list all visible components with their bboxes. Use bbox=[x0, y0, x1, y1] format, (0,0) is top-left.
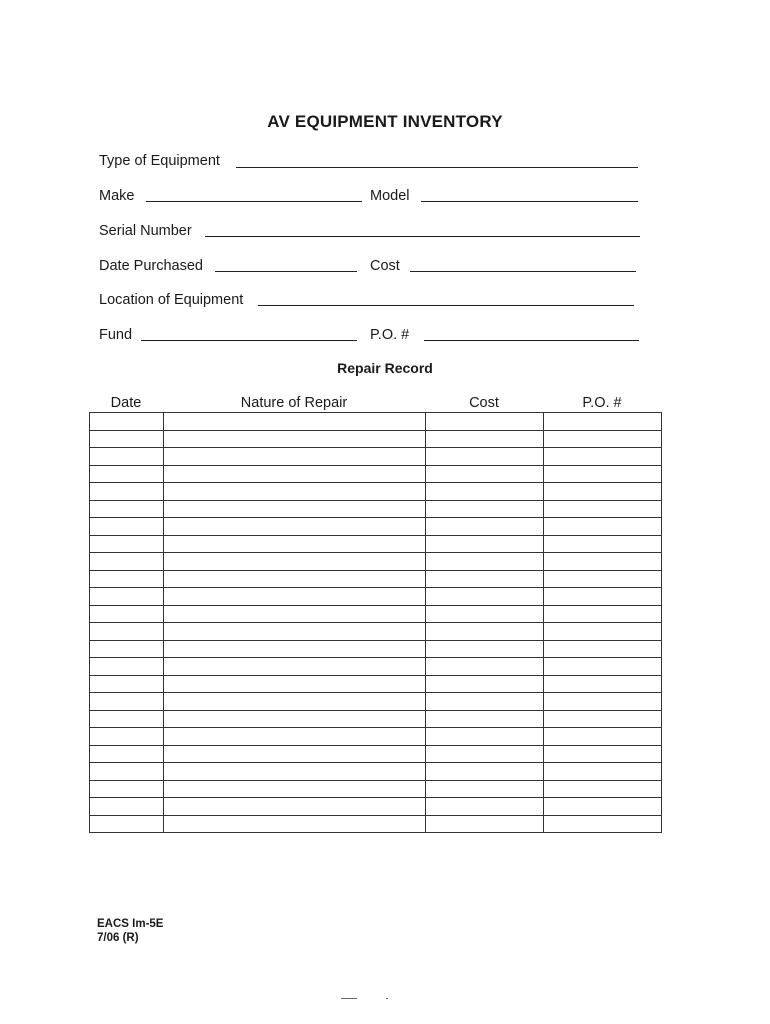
cost-cell[interactable] bbox=[426, 465, 544, 483]
table-row bbox=[90, 535, 662, 553]
date-cell[interactable] bbox=[90, 815, 164, 833]
fund-field[interactable] bbox=[141, 340, 357, 341]
make-label: Make bbox=[99, 188, 135, 204]
column-header-nature-of-repair: Nature of Repair bbox=[240, 395, 348, 411]
date-purchased-field[interactable] bbox=[215, 271, 357, 272]
cost-cell[interactable] bbox=[426, 728, 544, 746]
nature-of-repair-cell[interactable] bbox=[164, 413, 426, 431]
date-cell[interactable] bbox=[90, 518, 164, 536]
repair-record-title-text: Repair Record bbox=[337, 360, 433, 376]
table-row bbox=[90, 675, 662, 693]
nature-of-repair-cell[interactable] bbox=[164, 430, 426, 448]
fund-label: Fund bbox=[99, 327, 133, 343]
table-row bbox=[90, 693, 662, 711]
nature-of-repair-cell[interactable] bbox=[164, 518, 426, 536]
date-cell[interactable] bbox=[90, 658, 164, 676]
cost-cell[interactable] bbox=[426, 693, 544, 711]
po-cell[interactable] bbox=[544, 535, 662, 553]
model-label: Model bbox=[370, 188, 410, 204]
cost-cell[interactable] bbox=[426, 798, 544, 816]
column-header-cost: Cost bbox=[469, 395, 499, 411]
po-cell[interactable] bbox=[544, 815, 662, 833]
make-field[interactable] bbox=[146, 201, 362, 202]
nature-of-repair-cell[interactable] bbox=[164, 465, 426, 483]
cost-cell[interactable] bbox=[426, 588, 544, 606]
table-row bbox=[90, 710, 662, 728]
cost-cell[interactable] bbox=[426, 780, 544, 798]
nature-of-repair-cell[interactable] bbox=[164, 553, 426, 571]
date-cell[interactable] bbox=[90, 570, 164, 588]
cost-cell[interactable] bbox=[426, 640, 544, 658]
po-cell[interactable] bbox=[544, 413, 662, 431]
po-cell[interactable] bbox=[544, 658, 662, 676]
type-of-equipment-field[interactable] bbox=[236, 167, 638, 168]
po-cell[interactable] bbox=[544, 483, 662, 501]
location-label: Location of Equipment bbox=[99, 292, 244, 308]
date-cell[interactable] bbox=[90, 553, 164, 571]
date-cell[interactable] bbox=[90, 798, 164, 816]
nature-of-repair-cell[interactable] bbox=[164, 658, 426, 676]
date-cell[interactable] bbox=[90, 483, 164, 501]
table-row bbox=[90, 605, 662, 623]
cost-cell[interactable] bbox=[426, 413, 544, 431]
date-cell[interactable] bbox=[90, 745, 164, 763]
nature-of-repair-cell[interactable] bbox=[164, 448, 426, 466]
po-cell[interactable] bbox=[544, 745, 662, 763]
repair-record-title bbox=[0, 360, 770, 376]
date-cell[interactable] bbox=[90, 465, 164, 483]
date-cell[interactable] bbox=[90, 710, 164, 728]
nature-of-repair-cell[interactable] bbox=[164, 483, 426, 501]
type-of-equipment-label: Type of Equipment bbox=[99, 153, 220, 169]
table-row bbox=[90, 780, 662, 798]
po-cell[interactable] bbox=[544, 763, 662, 781]
table-row bbox=[90, 640, 662, 658]
table-row bbox=[90, 763, 662, 781]
po-cell[interactable] bbox=[544, 430, 662, 448]
po-cell[interactable] bbox=[544, 675, 662, 693]
cost-cell[interactable] bbox=[426, 500, 544, 518]
date-cell[interactable] bbox=[90, 623, 164, 641]
po-cell[interactable] bbox=[544, 623, 662, 641]
table-row bbox=[90, 745, 662, 763]
nature-of-repair-cell[interactable] bbox=[164, 710, 426, 728]
cost-cell[interactable] bbox=[426, 658, 544, 676]
po-cell[interactable] bbox=[544, 605, 662, 623]
po-label: P.O. # bbox=[370, 327, 410, 343]
po-cell[interactable] bbox=[544, 570, 662, 588]
date-purchased-label: Date Purchased bbox=[99, 258, 203, 274]
date-cell[interactable] bbox=[90, 605, 164, 623]
po-cell[interactable] bbox=[544, 588, 662, 606]
date-cell[interactable] bbox=[90, 693, 164, 711]
model-field[interactable] bbox=[421, 201, 638, 202]
table-row bbox=[90, 483, 662, 501]
repair-record-table bbox=[89, 412, 662, 833]
nature-of-repair-cell[interactable] bbox=[164, 693, 426, 711]
po-cell[interactable] bbox=[544, 553, 662, 571]
table-row bbox=[90, 430, 662, 448]
column-header-date: Date bbox=[110, 395, 142, 411]
date-cell[interactable] bbox=[90, 675, 164, 693]
po-cell[interactable] bbox=[544, 518, 662, 536]
table-row bbox=[90, 518, 662, 536]
nature-of-repair-cell[interactable] bbox=[164, 745, 426, 763]
cost-cell[interactable] bbox=[426, 518, 544, 536]
nature-of-repair-cell[interactable] bbox=[164, 780, 426, 798]
nature-of-repair-cell[interactable] bbox=[164, 815, 426, 833]
date-cell[interactable] bbox=[90, 448, 164, 466]
po-cell[interactable] bbox=[544, 448, 662, 466]
po-field[interactable] bbox=[424, 340, 639, 341]
scan-mark bbox=[386, 998, 388, 999]
date-cell[interactable] bbox=[90, 430, 164, 448]
table-row bbox=[90, 500, 662, 518]
nature-of-repair-cell[interactable] bbox=[164, 675, 426, 693]
po-cell[interactable] bbox=[544, 465, 662, 483]
form-revision: 7/06 (R) bbox=[97, 932, 139, 944]
cost-cell[interactable] bbox=[426, 448, 544, 466]
cost-cell[interactable] bbox=[426, 553, 544, 571]
table-row bbox=[90, 553, 662, 571]
po-cell[interactable] bbox=[544, 728, 662, 746]
po-cell[interactable] bbox=[544, 640, 662, 658]
cost-cell[interactable] bbox=[426, 570, 544, 588]
nature-of-repair-cell[interactable] bbox=[164, 570, 426, 588]
po-cell[interactable] bbox=[544, 693, 662, 711]
cost-cell[interactable] bbox=[426, 430, 544, 448]
cost-cell[interactable] bbox=[426, 623, 544, 641]
nature-of-repair-cell[interactable] bbox=[164, 588, 426, 606]
table-row bbox=[90, 413, 662, 431]
location-field[interactable] bbox=[258, 305, 634, 306]
cost-field[interactable] bbox=[410, 271, 636, 272]
table-row bbox=[90, 815, 662, 833]
po-cell[interactable] bbox=[544, 710, 662, 728]
form-title: AV EQUIPMENT INVENTORY bbox=[267, 112, 503, 131]
table-row bbox=[90, 728, 662, 746]
cost-cell[interactable] bbox=[426, 535, 544, 553]
form-code: EACS Im-5E bbox=[97, 918, 164, 930]
cost-cell[interactable] bbox=[426, 745, 544, 763]
table-row bbox=[90, 658, 662, 676]
table-row bbox=[90, 465, 662, 483]
nature-of-repair-cell[interactable] bbox=[164, 605, 426, 623]
nature-of-repair-cell[interactable] bbox=[164, 763, 426, 781]
table-row bbox=[90, 570, 662, 588]
nature-of-repair-cell[interactable] bbox=[164, 623, 426, 641]
cost-cell[interactable] bbox=[426, 605, 544, 623]
column-header-po: P.O. # bbox=[582, 395, 622, 411]
serial-number-field[interactable] bbox=[205, 236, 640, 237]
nature-of-repair-cell[interactable] bbox=[164, 728, 426, 746]
cost-cell[interactable] bbox=[426, 763, 544, 781]
scan-mark bbox=[341, 998, 357, 999]
table-row bbox=[90, 798, 662, 816]
serial-number-label: Serial Number bbox=[99, 223, 192, 239]
date-cell[interactable] bbox=[90, 535, 164, 553]
cost-label: Cost bbox=[370, 258, 400, 274]
table-row bbox=[90, 623, 662, 641]
nature-of-repair-cell[interactable] bbox=[164, 535, 426, 553]
po-cell[interactable] bbox=[544, 798, 662, 816]
date-cell[interactable] bbox=[90, 640, 164, 658]
nature-of-repair-cell[interactable] bbox=[164, 640, 426, 658]
cost-cell[interactable] bbox=[426, 710, 544, 728]
cost-cell[interactable] bbox=[426, 675, 544, 693]
date-cell[interactable] bbox=[90, 413, 164, 431]
table-row bbox=[90, 448, 662, 466]
nature-of-repair-cell[interactable] bbox=[164, 798, 426, 816]
cost-cell[interactable] bbox=[426, 483, 544, 501]
date-cell[interactable] bbox=[90, 763, 164, 781]
po-cell[interactable] bbox=[544, 500, 662, 518]
po-cell[interactable] bbox=[544, 780, 662, 798]
table-row bbox=[90, 588, 662, 606]
nature-of-repair-cell[interactable] bbox=[164, 500, 426, 518]
date-cell[interactable] bbox=[90, 500, 164, 518]
cost-cell[interactable] bbox=[426, 815, 544, 833]
date-cell[interactable] bbox=[90, 588, 164, 606]
date-cell[interactable] bbox=[90, 728, 164, 746]
date-cell[interactable] bbox=[90, 780, 164, 798]
